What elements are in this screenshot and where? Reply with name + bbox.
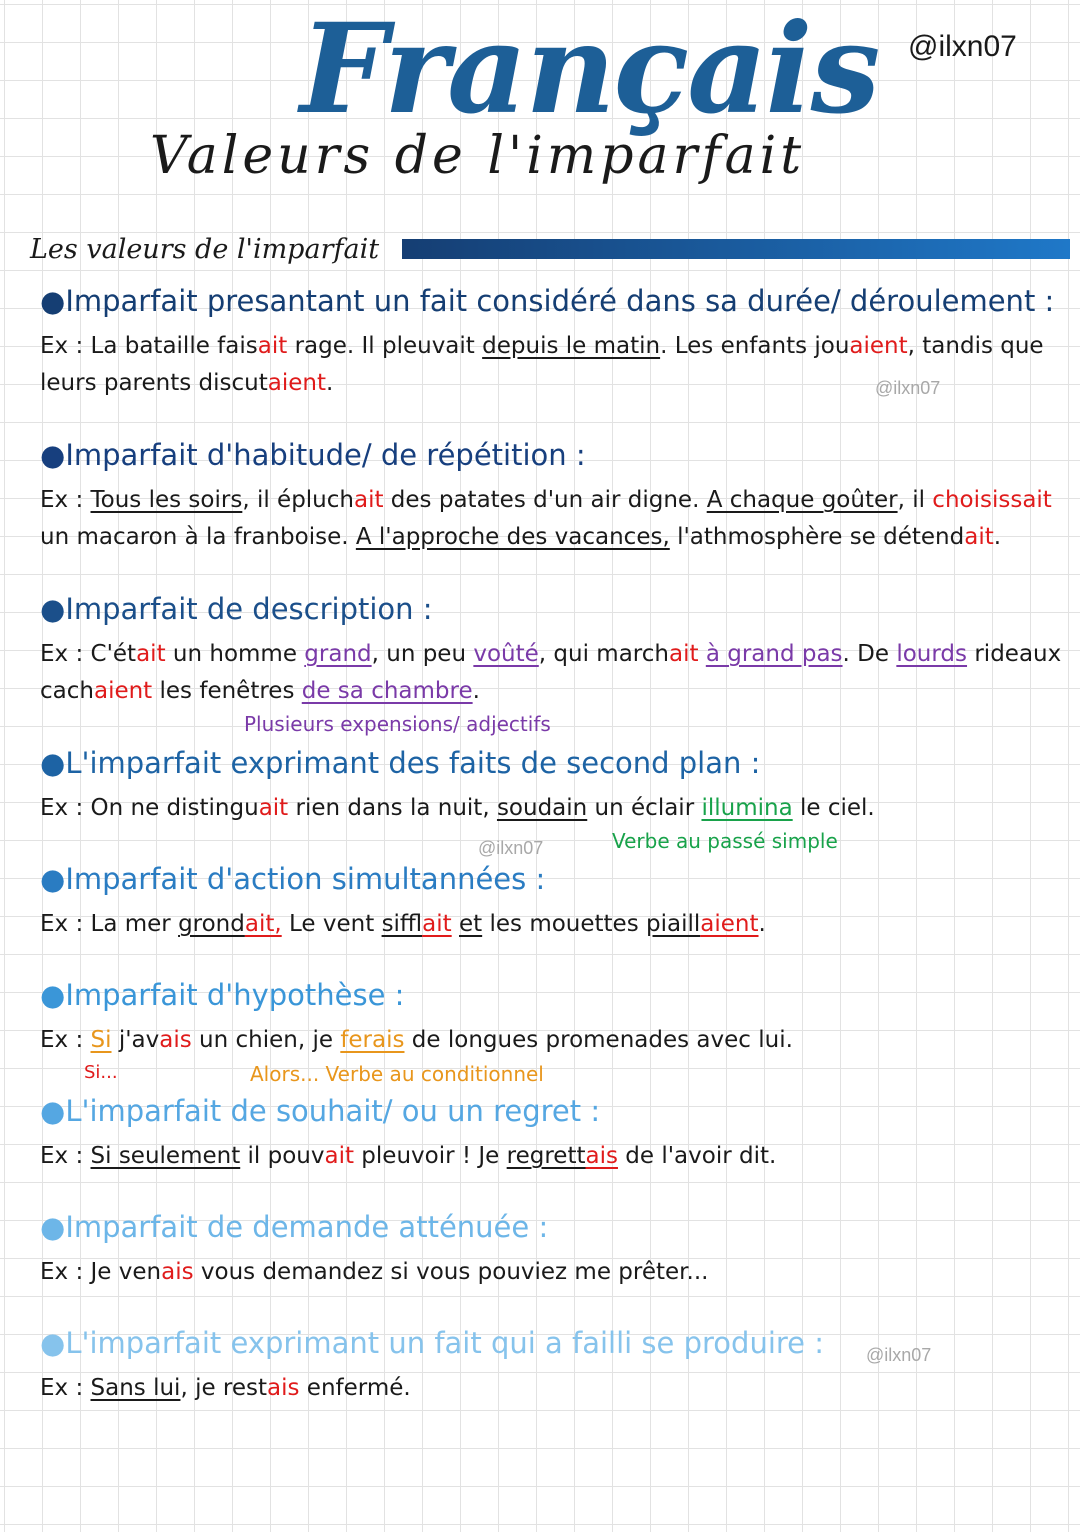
example-text xyxy=(40,1138,1065,1175)
example-run: aient xyxy=(849,333,908,359)
example-run: aient xyxy=(267,370,326,396)
example-run: lourds xyxy=(896,641,968,667)
example-run: , il épluch xyxy=(242,487,354,513)
example-run: les fenêtres xyxy=(152,678,302,704)
example-run: il pouv xyxy=(240,1143,325,1169)
section-heading-habitude xyxy=(40,438,586,473)
section-heading-simultanees xyxy=(40,862,545,897)
example-run: vous demandez si vous pouviez me prêter... xyxy=(193,1259,709,1285)
annotation-expansions: Plusieurs expensions/ adjectifs xyxy=(244,712,551,736)
example-run: enfermé. xyxy=(299,1375,411,1401)
page-subtitle: Valeurs de l'imparfait xyxy=(150,126,806,186)
example-run: . De xyxy=(842,641,897,667)
watermark: @ilxn07 xyxy=(875,378,941,398)
example-text xyxy=(40,636,1065,710)
example-run: ais xyxy=(159,1027,192,1053)
example-run: On ne distingu xyxy=(90,795,259,821)
example-label: Ex : xyxy=(40,795,91,821)
example-run: à grand pas xyxy=(705,641,843,667)
bullet-icon: ● xyxy=(40,746,66,780)
example-run: soudain xyxy=(496,795,588,821)
bullet-icon: ● xyxy=(40,1210,66,1244)
example-run: des patates d'un air digne. xyxy=(383,487,707,513)
bullet-icon: ● xyxy=(40,1326,66,1360)
example-run: , il xyxy=(897,487,933,513)
example-run: un macaron à la franboise. xyxy=(40,524,356,550)
annotation-conditionnel: Alors... Verbe au conditionnel xyxy=(250,1062,544,1086)
example-label: Ex : xyxy=(40,1143,91,1169)
author-handle: @ilxn07 xyxy=(908,30,1017,63)
example-label: Ex : xyxy=(40,1375,91,1401)
page-title: Français xyxy=(300,0,879,142)
example-run: de l'avoir dit. xyxy=(617,1143,777,1169)
example-run: un homme xyxy=(165,641,305,667)
example-run: Sans lui xyxy=(90,1375,181,1401)
section-title: Imparfait de demande atténuée : xyxy=(65,1210,549,1244)
example-run: piaill xyxy=(646,911,701,937)
example-label: Ex : xyxy=(40,1259,91,1285)
example-run: regrett xyxy=(506,1143,586,1169)
example-text xyxy=(40,482,1065,556)
example-run: pleuvoir ! Je xyxy=(354,1143,507,1169)
watermark: @ilxn07 xyxy=(866,1345,932,1365)
example-run: et xyxy=(459,911,483,937)
example-run: de sa chambre xyxy=(301,678,473,704)
example-run: ait xyxy=(258,795,289,821)
example-run: rideaux cach xyxy=(40,641,1062,704)
example-run: Je ven xyxy=(90,1259,162,1285)
section-title: Imparfait d'habitude/ de répétition : xyxy=(65,438,586,472)
bullet-icon: ● xyxy=(40,1094,66,1128)
example-run xyxy=(699,641,706,667)
example-run: ait xyxy=(422,911,452,937)
section-title: Imparfait d'hypothèse : xyxy=(65,978,405,1012)
example-text xyxy=(40,328,1065,402)
example-run: . xyxy=(993,524,1002,550)
example-run xyxy=(452,911,459,937)
example-text xyxy=(40,1022,1065,1059)
example-run: ait xyxy=(324,1143,354,1169)
section-heading-souhait xyxy=(40,1094,600,1129)
example-run: ait, xyxy=(244,911,282,937)
example-run: ais xyxy=(161,1259,194,1285)
example-run: ferais xyxy=(340,1027,405,1053)
example-text xyxy=(40,1370,1065,1407)
example-run: de longues promenades avec lui. xyxy=(404,1027,793,1053)
example-run: C'ét xyxy=(90,641,137,667)
example-run: . Les enfants jou xyxy=(660,333,850,359)
example-run: le ciel. xyxy=(792,795,875,821)
example-run: . xyxy=(758,911,766,937)
example-run: rien dans la nuit, xyxy=(288,795,497,821)
example-run: A l'approche des vacances, xyxy=(355,524,670,550)
example-run: siffl xyxy=(381,911,423,937)
bullet-icon: ● xyxy=(40,592,66,626)
section-heading-demande xyxy=(40,1210,548,1245)
bullet-icon: ● xyxy=(40,978,66,1012)
example-run: aient xyxy=(93,678,153,704)
example-run: depuis le matin xyxy=(482,333,661,359)
example-run: Tous les soirs xyxy=(90,487,243,513)
example-run: les mouettes xyxy=(482,911,647,937)
section-title: Imparfait de description : xyxy=(65,592,433,626)
watermark: @ilxn07 xyxy=(478,838,544,858)
example-run: Si xyxy=(90,1027,112,1053)
example-label: Ex : xyxy=(40,333,91,359)
example-label: Ex : xyxy=(40,487,91,513)
example-label: Ex : xyxy=(40,641,91,667)
example-run: choisissait xyxy=(932,487,1052,513)
section-heading: Les valeurs de l'imparfait xyxy=(30,234,380,265)
example-text xyxy=(40,790,1065,827)
example-run: . xyxy=(472,678,480,704)
example-run: l'athmosphère se détend xyxy=(669,524,965,550)
annotation-si: Si... xyxy=(84,1062,118,1083)
section-title: L'imparfait exprimant un fait qui a failli se produire : xyxy=(65,1326,824,1360)
example-run: La mer xyxy=(90,911,179,937)
example-run: Le vent xyxy=(281,911,382,937)
section-title: Imparfait d'action simultannées : xyxy=(65,862,546,896)
example-run: ait xyxy=(136,641,166,667)
example-run: ais xyxy=(585,1143,618,1169)
example-run: ait xyxy=(257,333,288,359)
example-run: , je rest xyxy=(180,1375,268,1401)
example-run: La bataille fais xyxy=(90,333,258,359)
example-run: grand xyxy=(304,641,372,667)
example-run: Si seulement xyxy=(90,1143,241,1169)
example-label: Ex : xyxy=(40,1027,91,1053)
annotation-passe-simple: Verbe au passé simple xyxy=(612,829,838,853)
example-run: illumina xyxy=(701,795,793,821)
bullet-icon: ● xyxy=(40,438,66,472)
example-run: voûté xyxy=(473,641,539,667)
example-run: ais xyxy=(267,1375,300,1401)
heading-underline-bar xyxy=(402,239,1070,259)
example-run: rage. Il pleuvait xyxy=(287,333,483,359)
example-run: ait xyxy=(964,524,994,550)
example-run: aient xyxy=(700,911,759,937)
example-run: un chien, je xyxy=(191,1027,341,1053)
example-label: Ex : xyxy=(40,911,91,937)
section-heading-hypothese xyxy=(40,978,404,1013)
example-text xyxy=(40,906,1065,943)
section-title: L'imparfait exprimant des faits de second plan : xyxy=(65,746,761,780)
example-run: j'av xyxy=(111,1027,160,1053)
example-run: ait xyxy=(353,487,384,513)
example-run: un éclair xyxy=(587,795,702,821)
section-title: L'imparfait de souhait/ ou un regret : xyxy=(65,1094,601,1128)
section-title: Imparfait presantant un fait considéré dans sa durée/ déroulement : xyxy=(65,284,1055,318)
bullet-icon: ● xyxy=(40,284,66,318)
example-run: , tandis que leurs parents discut xyxy=(40,333,1044,396)
section-heading-failli xyxy=(40,1326,824,1361)
bullet-icon: ● xyxy=(40,862,66,896)
example-run: A chaque goûter xyxy=(706,487,898,513)
section-heading-duree xyxy=(40,284,1054,319)
example-run: , un peu xyxy=(371,641,474,667)
section-heading-second-plan xyxy=(40,746,760,781)
example-run: . xyxy=(326,370,334,396)
example-text xyxy=(40,1254,1065,1291)
section-heading-description xyxy=(40,592,433,627)
example-run: ait xyxy=(668,641,699,667)
example-run: grond xyxy=(178,911,245,937)
example-run: , qui march xyxy=(538,641,669,667)
